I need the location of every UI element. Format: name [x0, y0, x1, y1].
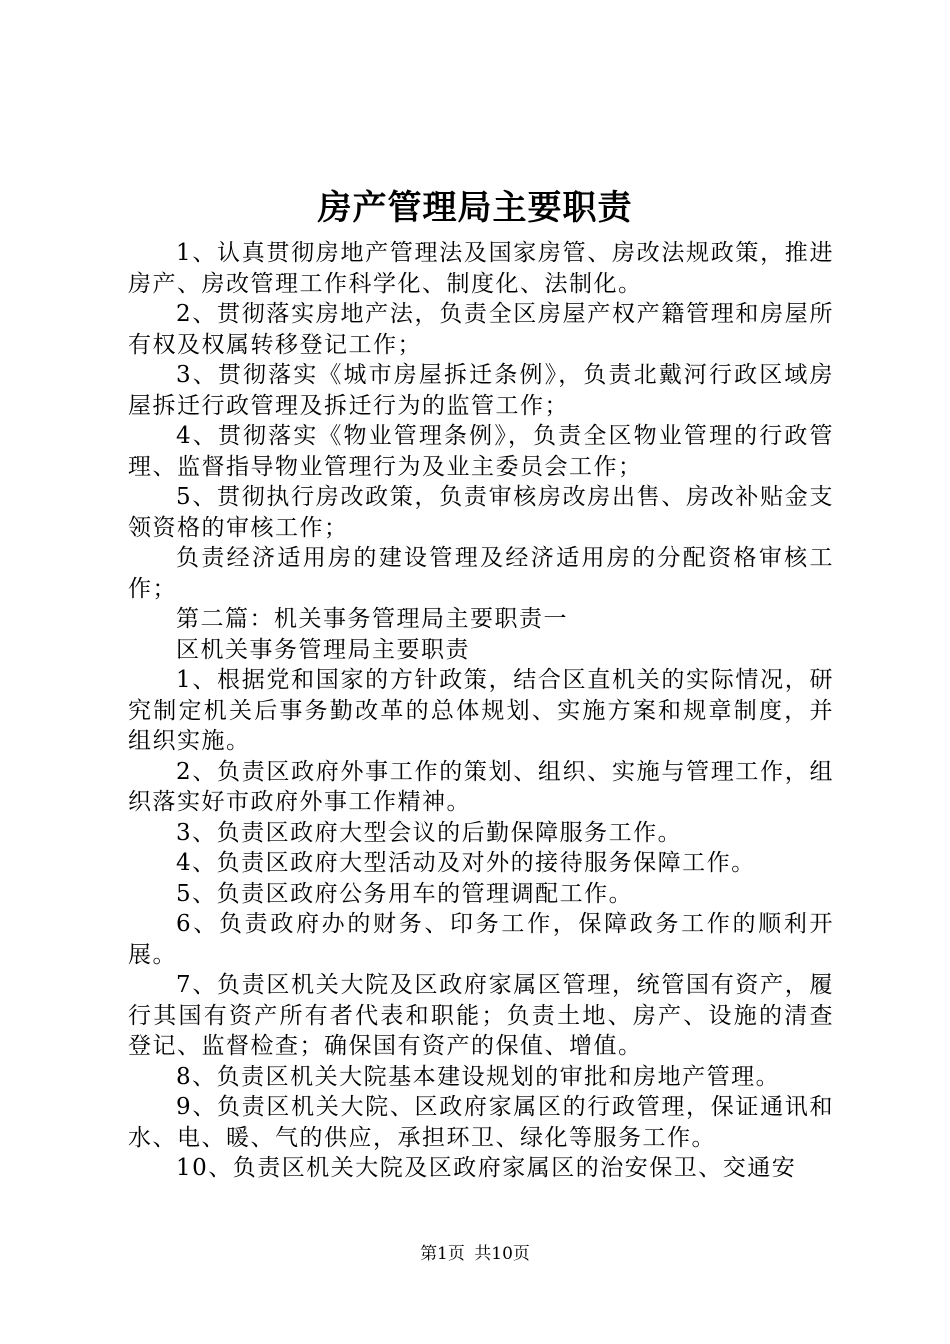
paragraph: 负责经济适用房的建设管理及经济适用房的分配资格审核工作； — [128, 545, 834, 602]
paragraph: 3、贯彻落实《城市房屋拆迁条例》，负责北戴河行政区域房屋拆迁行政管理及拆迁行为的监管工作； — [128, 362, 834, 419]
paragraph: 3、负责区政府大型会议的后勤保障服务工作。 — [176, 819, 683, 846]
paragraph: 1、根据党和国家的方针政策，结合区直机关的实际情况，研究制定机关后事务勤改革的总体规划、实施方案和规章制度，并组织实施。 — [128, 667, 834, 754]
page-number: 第1页 — [420, 1244, 465, 1264]
page-footer — [0, 1243, 950, 1265]
paragraph: 5、负责区政府公务用车的管理调配工作。 — [176, 880, 634, 907]
paragraph: 2、负责区政府外事工作的策划、组织、实施与管理工作，组织落实好市政府外事工作精神。 — [128, 758, 834, 815]
paragraph: 2、贯彻落实房地产法，负责全区房屋产权产籍管理和房屋所有权及权属转移登记工作； — [128, 301, 834, 358]
paragraph: 4、负责区政府大型活动及对外的接待服务保障工作。 — [176, 850, 756, 876]
paragraph: 4、贯彻落实《物业管理条例》，负责全区物业管理的行政管理、监督指导物业管理行为及业主委员会工作； — [128, 423, 834, 480]
paragraph: 5、贯彻执行房改政策，负责审核房改房出售、房改补贴金支领资格的审核工作； — [128, 484, 834, 541]
paragraph: 7、负责区机关大院及区政府家属区管理，统管国有资产，履行其国有资产所有者代表和职能；负责土地、房产、设施的清查登记、监督检查；确保国有资产的保值、增值。 — [128, 972, 834, 1059]
paragraph: 10、负责区机关大院及区政府家属区的治安保卫、交通安 — [176, 1155, 797, 1181]
paragraph: 6、负责政府办的财务、印务工作，保障政务工作的顺利开展。 — [128, 911, 834, 968]
paragraph: 8、负责区机关大院基本建设规划的审批和房地产管理。 — [176, 1063, 781, 1090]
document-title: 房产管理局主要职责 — [317, 188, 633, 228]
paragraph: 1、认真贯彻房地产管理法及国家房管、房改法规政策，推进房产、房改管理工作科学化、制度化、法制化。 — [128, 240, 834, 297]
paragraph: 9、负责区机关大院、区政府家属区的行政管理，保证通讯和水、电、暖、气的供应，承担环卫、绿化等服务工作。 — [128, 1094, 834, 1151]
section-subheading: 区机关事务管理局主要职责 — [176, 636, 470, 663]
document-body — [128, 238, 834, 1184]
section-heading: 第二篇：机关事务管理局主要职责一 — [176, 606, 568, 632]
page-total: 共10页 — [474, 1244, 530, 1264]
